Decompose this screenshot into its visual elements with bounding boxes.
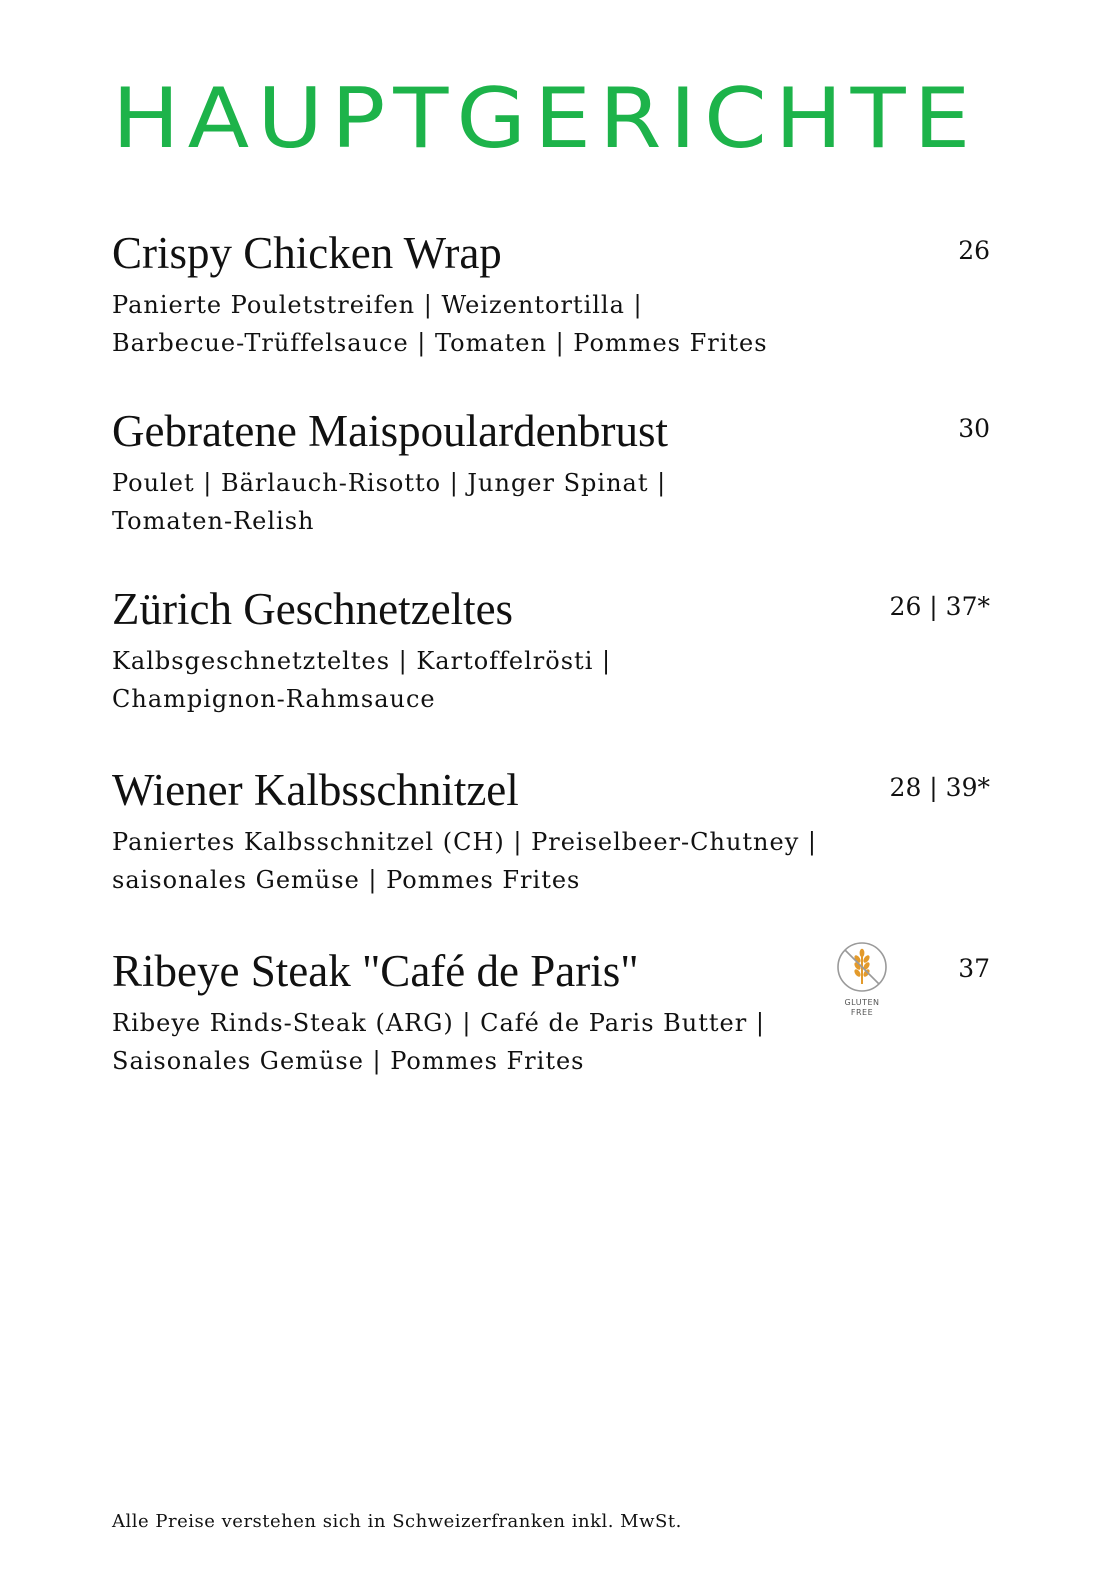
dish-item [112,406,990,540]
dish-description-line: Ribeye Rinds-Steak (ARG) | Café de Paris Butter | [112,1009,765,1037]
dish-price: 37 [958,954,990,983]
dish-description-line: Panierte Pouletstreifen | Weizentortilla | [112,291,643,319]
page-title: HAUPTGERICHTE [112,70,979,168]
price-footnote: Alle Preise verstehen sich in Schweizerfranken inkl. MwSt. [112,1511,682,1532]
gluten-free-badge [834,940,890,1018]
dish-description-line: saisonales Gemüse | Pommes Frites [112,866,581,894]
dish-description-line: Poulet | Bärlauch-Risotto | Junger Spinat | [112,469,667,497]
dish-item [112,228,990,362]
dish-item [112,584,990,718]
dish-price: 26 [958,236,990,265]
dish-price: 30 [958,414,990,443]
dish-description [112,642,990,718]
dish-name: Wiener Kalbsschnitzel [112,765,519,815]
dish-description-line: Kalbsgeschnetzteltes | Kartoffelrösti | [112,647,612,675]
dish-name: Gebratene Maispoulardenbrust [112,406,669,456]
dish-name: Crispy Chicken Wrap [112,228,502,278]
dish-description [112,823,990,899]
gluten-free-icon [835,940,889,994]
dish-description-line: Paniertes Kalbsschnitzel (CH) | Preiselbeer-Chutney | [112,828,817,856]
gluten-free-label: GLUTEN FREE [844,998,880,1017]
dish-price: 26 | 37* [889,592,990,621]
dish-description [112,464,990,540]
dish-name: Zürich Geschnetzeltes [112,584,514,634]
dish-name: Ribeye Steak "Café de Paris" [112,946,639,996]
dish-price: 28 | 39* [889,773,990,802]
dish-item [112,765,990,899]
dish-description-line: Champignon-Rahmsauce [112,685,436,713]
dish-description [112,286,990,362]
dish-description-line: Tomaten-Relish [112,507,315,535]
dish-description-line: Barbecue-Trüffelsauce | Tomaten | Pommes Frites [112,329,768,357]
dish-description-line: Saisonales Gemüse | Pommes Frites [112,1047,585,1075]
dish-item [112,946,990,1080]
